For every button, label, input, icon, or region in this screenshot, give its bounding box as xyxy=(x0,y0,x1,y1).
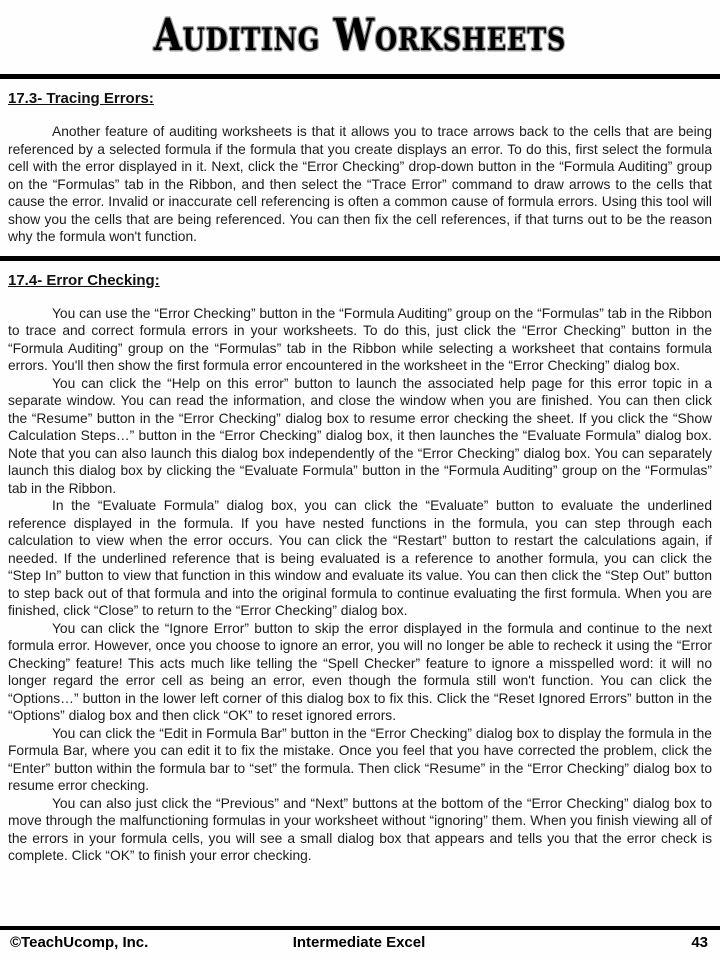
paragraph: You can use the “Error Checking” button in the “Formula Auditing” group on the “Formulas” tab in the Ribbon to trace and correct formula errors in your worksheets. To do this, just click the “Error Checking” button in the “Formula Auditing” group on the “Formulas” tab in the Ribbon while selecting a worksheet that contains formula errors. You'll then show the first formula error encountered in the worksheet in the “Error Checking” dialog box. xyxy=(8,305,712,373)
footer-copyright: ©TeachUcomp, Inc. xyxy=(10,934,149,951)
footer-course-name: Intermediate Excel xyxy=(292,934,426,951)
paragraph: Another feature of auditing worksheets is that it allows you to trace arrows back to the cells that are being referenced by a selected formula if the formula that you create displays an error. To do this, first select the formula cell with the error displayed in it. Next, click the “Error Checking” drop-down button in the “Formula Auditing” group on the “Formulas” tab in the Ribbon, and then select the “Trace Error” command to draw arrows to the cells that cause the error. Invalid or inaccurate cell referencing is often a common cause of formula errors. Using this tool will show you the cells that are being referenced. You can then fix the cell references, if that turns out to be the reason why the formula won't function. xyxy=(8,124,712,244)
paragraph: In the “Evaluate Formula” dialog box, you can click the “Evaluate” button to evaluate the underlined reference displayed in the formula. If you have nested functions in the formula, you can step through each calculation to view when the error occurs. You can click the “Restart” button to restart the calculations again, if needed. If the underlined reference that is being evaluated is a reference to another formula, you can click the “Step In” button to view that function in this window and evaluate its value. You can then click the “Step Out” button to step back out of that formula and into the original formula to continue evaluating the first formula. When you are finished, click “Close” to return to the “Error Checking” dialog box. xyxy=(8,498,712,618)
paragraph: You can click the “Edit in Formula Bar” button in the “Error Checking” dialog box to display the formula in the Formula Bar, where you can edit it to fix the mistake. Once you feel that you have corrected the problem, click the “Enter” button within the formula bar to “set” the formula. Then click “Resume” in the “Error Checking” dialog box to resume error checking. xyxy=(8,725,712,793)
section-heading-17-3: 17.3- Tracing Errors: xyxy=(8,90,154,107)
page-footer xyxy=(0,926,720,960)
section-tracing-errors xyxy=(0,90,720,246)
paragraph: You can click the “Ignore Error” button to skip the error displayed in the formula and continue to the next formula error. However, once you choose to ignore an error, you will no longer be able to recheck it using the “Error Checking” feature! This acts much like telling the “Spell Checker” feature to ignore a misspelled word: it will no longer regard the error cell as being an error, even though the formula still won't function. You can click the “Options…” button in the lower left corner of this dialog box to fix this. Click the “Reset Ignored Errors” button in the “Options” dialog box and then click “OK” to reset ignored errors. xyxy=(8,620,712,723)
section-divider xyxy=(0,256,720,261)
page-title: Auditing Worksheets xyxy=(153,10,567,61)
header-divider xyxy=(0,74,720,79)
footer-page-number: 43 xyxy=(691,934,709,951)
section-heading-17-4: 17.4- Error Checking: xyxy=(8,271,160,289)
paragraph: You can also just click the “Previous” and “Next” buttons at the bottom of the “Error Checking” dialog box to move through the malfunctioning formulas in your worksheet without “ignoring” them. When you finish viewing all of the errors in your formula cells, you will see a small dialog box that appears and tells you that the error check is complete. Click “OK” to finish your error checking. xyxy=(8,795,712,863)
paragraph: You can click the “Help on this error” button to launch the associated help page for this error topic in a separate window. You can read the information, and close the window when you are finished. You can then click the “Resume” button in the “Error Checking” dialog box to resume error checking the sheet. If you click the “Show Calculation Steps…” button in the “Error Checking” dialog box, it then launches the “Evaluate Formula” dialog box. Note that you can also launch this dialog box independently of the “Error Checking” dialog box. You can separately launch this dialog box by clicking the “Evaluate Formula” button in the “Formula Auditing” group on the “Formulas” tab in the Ribbon. xyxy=(8,375,712,496)
section-error-checking xyxy=(0,272,720,865)
